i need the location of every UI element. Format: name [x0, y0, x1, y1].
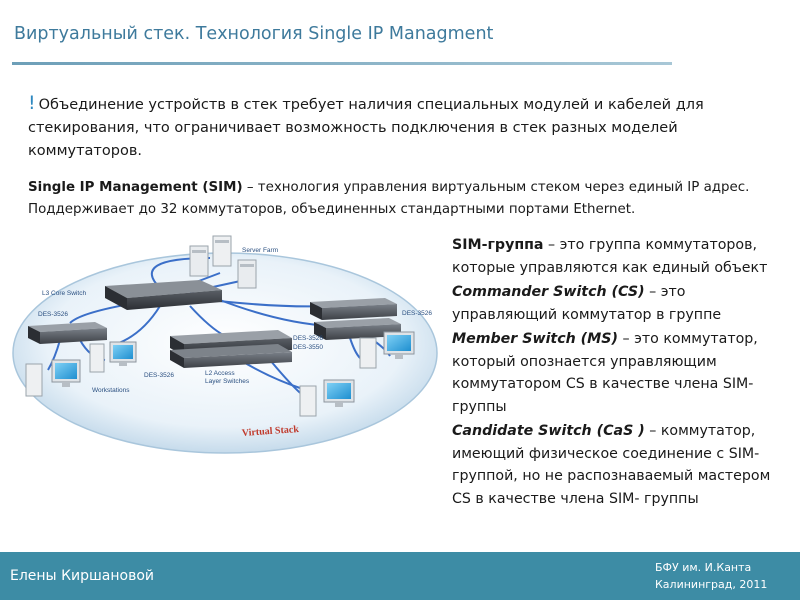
definition-term: Candidate Switch (CaS )	[452, 423, 645, 439]
des-left-label: DES-3526	[38, 311, 68, 318]
exclamation-mark: !	[28, 92, 36, 114]
intro-text: Объединение устройств в стек требует наличия специальных модулей и кабелей для стекирования, что ограничивает возможность подключения в стек разных моделей коммутаторов.	[28, 97, 704, 159]
l3-core-label: L3 Core Switch	[42, 290, 87, 297]
definition-term: Member Switch (MS)	[452, 331, 618, 347]
l2-access-label-line1: L2 Access	[205, 370, 235, 377]
title-underline	[12, 62, 672, 65]
definition-term: SIM-группа	[452, 237, 544, 253]
switch-center-stack	[170, 330, 292, 368]
footer-author: Елены Киршановой	[10, 568, 155, 584]
definition-text: – это коммутатор, который опознается управляющим коммутатором CS в качестве члена SIM- группы	[452, 331, 758, 415]
definition-text: – это группа коммутаторов, которые управляются как единый объект	[452, 237, 768, 276]
sim-description: – технология управления виртуальным стеком через единый IP адрес. Поддерживает до 32 коммутаторов, объединенных стандартными портами Ethernet.	[28, 180, 750, 217]
sim-definition	[28, 177, 778, 221]
des-right-label: DES-3526	[402, 310, 432, 317]
network-diagram	[10, 228, 450, 463]
des-center-label: DES-3526	[293, 335, 323, 342]
slide-title: Виртуальный стек. Технология Single IP Managment	[14, 24, 494, 44]
sim-term: Single IP Management (SIM)	[28, 180, 243, 195]
definition-item	[452, 234, 787, 279]
server-farm-label: Server Farm	[242, 247, 279, 254]
l2-access-label-line2: Layer Switches	[205, 378, 250, 385]
definition-item	[452, 281, 787, 326]
definition-item	[452, 420, 787, 510]
footer-org-block	[655, 559, 767, 593]
des-3550-label: DES-3550	[293, 344, 323, 351]
intro-paragraph	[28, 92, 758, 163]
switch-des-left	[28, 322, 107, 344]
footer-bar	[0, 552, 800, 600]
footer-city-year: Калининград, 2011	[655, 578, 768, 591]
definition-item	[452, 328, 787, 418]
footer-org: БФУ им. И.Канта	[655, 561, 752, 574]
workstations-label: Workstations	[92, 387, 130, 394]
definitions-list	[452, 234, 787, 510]
des-mid-label: DES-3526	[144, 372, 174, 379]
definition-text: – коммутатор, имеющий физическое соединение с SIM-группой, но не распознаваемый мастером CS в качестве члена SIM- группы	[452, 423, 771, 507]
definition-text: – это управляющий коммутатор в группе	[452, 284, 722, 323]
virtual-stack-label: Virtual Stack	[241, 424, 300, 439]
definition-term: Commander Switch (CS)	[452, 284, 645, 300]
